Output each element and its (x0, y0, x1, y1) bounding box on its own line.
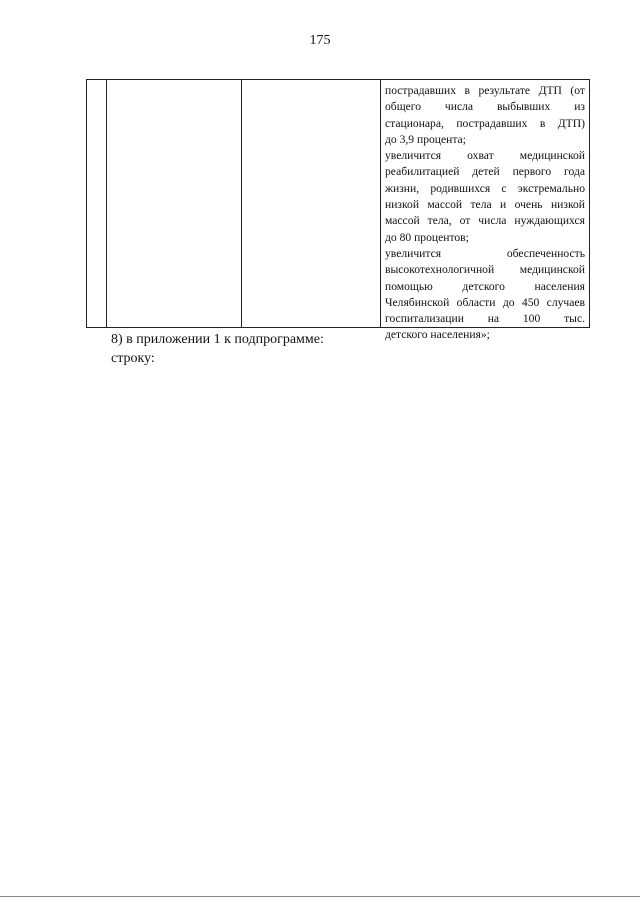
table-cell-number (87, 80, 107, 327)
cell-text-line: госпитализации на 100 тыс. (385, 312, 585, 326)
cell-text-line: реабилитацией детей первого года (385, 165, 585, 179)
cell-text-line: массой тела, от числа нуждающихся (385, 214, 585, 228)
table-cell-results (381, 80, 589, 342)
cell-text-line: Челябинской области до 450 случаев (385, 295, 585, 309)
scan-bottom-edge (0, 896, 640, 897)
page-number: 175 (309, 33, 331, 48)
body-paragraph-line: строку: (111, 351, 155, 366)
table-cell-name (107, 80, 242, 327)
cell-text-line: увеличится охват медицинской (385, 149, 585, 163)
cell-text-line: помощью детского населения (385, 279, 585, 293)
cell-text-line: пострадавших в результате ДТП (от (385, 84, 585, 97)
cell-text-line: жизни, родившихся с экстремально (385, 181, 585, 195)
cell-text-line: увеличится обеспеченность (385, 246, 585, 260)
cell-text-line: низкой массой тела и очень низкой (385, 198, 585, 212)
body-paragraph-item-8: 8) в приложении 1 к подпрограмме: (111, 332, 324, 347)
cell-text-line: стационара, пострадавших в ДТП) (385, 116, 585, 130)
table-cell-indicator (242, 80, 381, 327)
cell-text-line: общего числа выбывших из (385, 100, 585, 114)
cell-text-line: детского населения»; (385, 328, 490, 342)
cell-text-line: до 80 процентов; (385, 230, 469, 244)
cell-text-line: высокотехнологичной медицинской (385, 263, 585, 277)
cell-text-line: до 3,9 процента; (385, 132, 466, 146)
